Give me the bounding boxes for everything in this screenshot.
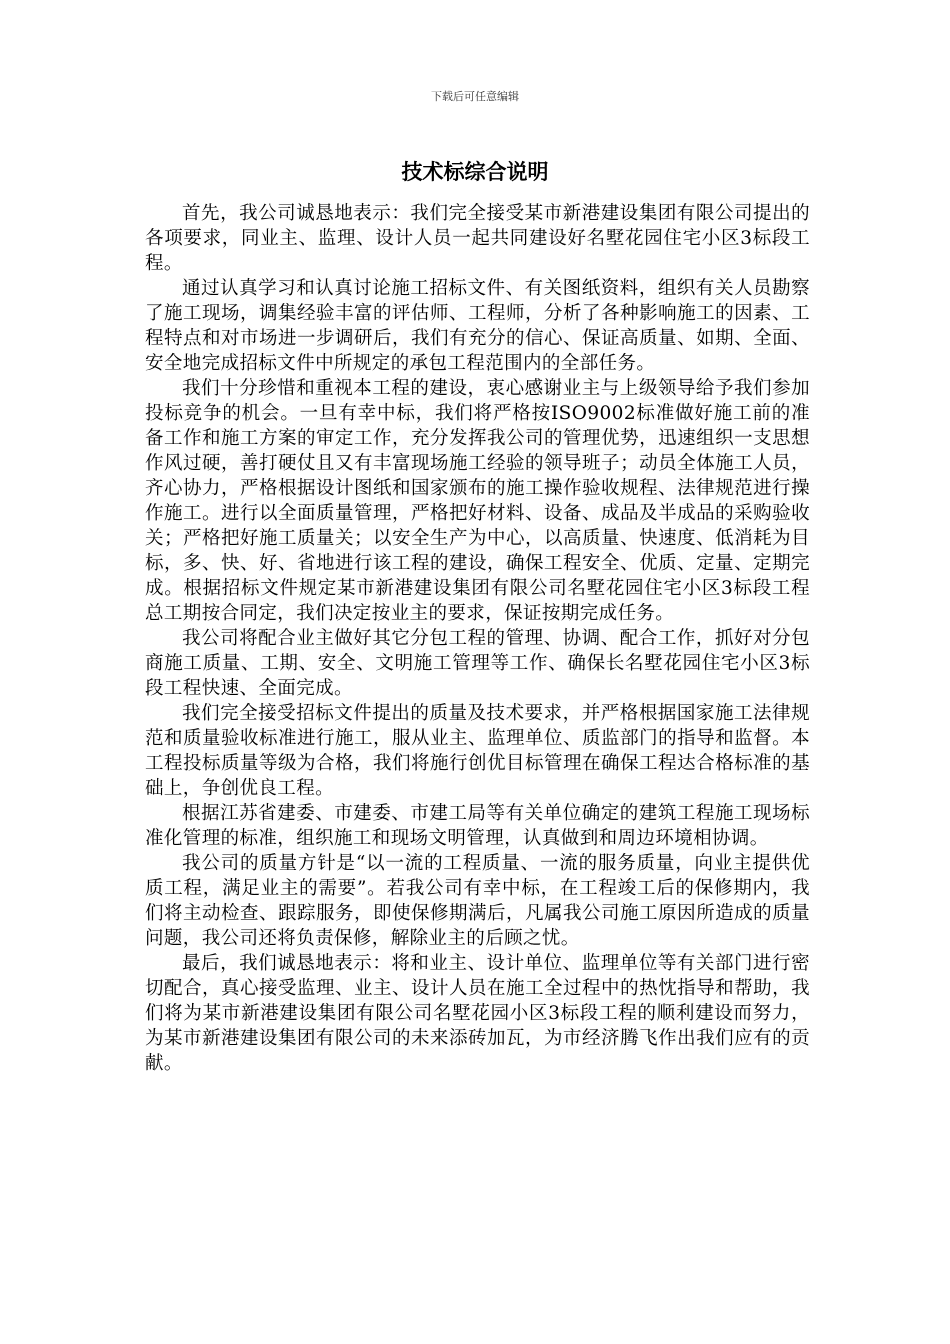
paragraph-preparation: 通过认真学习和认真讨论施工招标文件、有关图纸资料，组织有关人员勘察了施工现场，调集经验丰富的评估师、工程师，分析了各种影响施工的因素、工程特点和对市场进一步调研后，我们有充分的信心、保证高质量、如期、全面、安全地完成招标文件中所规定的承包工程范围内的全部任务。 [145,278,810,374]
paragraph-quality-requirements: 我们完全接受招标文件提出的质量及技术要求，并严格根据国家施工法律规范和质量验收标准进行施工，服从业主、监理单位、质监部门的指导和监督。本工程投标质量等级为合格，我们将施行创优目标管理在确保工程达合格标准的基础上，争创优良工程。 [145,703,810,799]
paragraph-closing: 最后，我们诚恳地表示：将和业主、设计单位、监理单位等有关部门进行密切配合，真心接受监理、业主、设计人员在施工全过程中的热忱指导和帮助，我们将为某市新港建设集团有限公司名墅花园小区3标段工程的顺利建设而努力，为某市新港建设集团有限公司的未来添砖加瓦，为市经济腾飞作出我们应有的贡献。 [145,953,810,1074]
document-title: 技术标综合说明 [401,159,549,184]
paragraph-commitment: 我们十分珍惜和重视本工程的建设，衷心感谢业主与上级领导给予我们参加投标竞争的机会。一旦有幸中标，我们将严格按ISO9002标准做好施工前的准备工作和施工方案的审定工作，充分发挥我公司的管理优势，迅速组织一支思想作风过硬，善打硬仗且又有丰富现场施工经验的领导班子；动员全体施工人员，齐心协力，严格根据设计图纸和国家颁布的施工操作验收规程、法律规范进行操作施工。进行以全面质量管理，严格把好材料、设备、成品及半成品的采购验收关；严格把好施工质量关；以安全生产为中心，以高质量、快速度、低消耗为目标，多、快、好、省地进行该工程的建设，确保工程安全、优质、定量、定期完成。根据招标文件规定某市新港建设集团有限公司名墅花园住宅小区3标段工程总工期按合同定，我们决定按业主的要求，保证按期完成任务。 [145,378,810,624]
paragraph-site-management: 根据江苏省建委、市建委、市建工局等有关单位确定的建筑工程施工现场标准化管理的标准，组织施工和现场文明管理，认真做到和周边环境相协调。 [145,803,810,849]
page-header-note: 下载后可任意编辑 [431,90,519,103]
paragraph-subcontract: 我公司将配合业主做好其它分包工程的管理、协调、配合工作，抓好对分包商施工质量、工期、安全、文明施工管理等工作、确保长名墅花园住宅小区3标段工程快速、全面完成。 [145,628,810,699]
paragraph-intro: 首先，我公司诚恳地表示：我们完全接受某市新港建设集团有限公司提出的各项要求，同业主、监理、设计人员一起共同建设好名墅花园住宅小区3标段工程。 [145,203,810,274]
paragraph-quality-policy: 我公司的质量方针是“以一流的工程质量、一流的服务质量，向业主提供优质工程，满足业主的需要”。若我公司有幸中标，在工程竣工后的保修期内，我们将主动检查、跟踪服务，即使保修期满后，凡属我公司施工原因所造成的质量问题，我公司还将负责保修，解除业主的后顾之忧。 [145,853,810,949]
document-body [145,201,810,1076]
